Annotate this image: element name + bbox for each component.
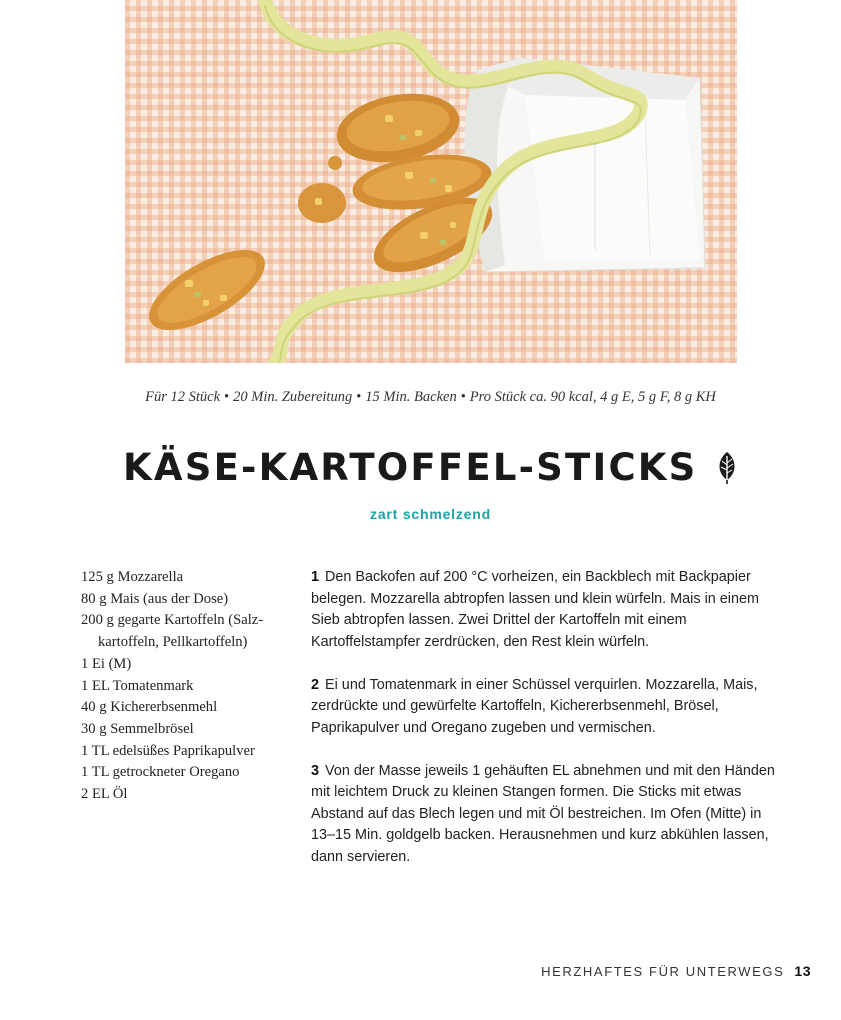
ingredient-item: 1 EL Tomatenmark [81, 677, 194, 694]
instruction-steps [311, 567, 781, 890]
ingredient-item: 1 TL getrockneter Oregano [81, 764, 240, 781]
ingredient-item: 1 TL edelsüßes Paprikapulver [81, 742, 255, 759]
recipe-meta [0, 389, 841, 406]
ingredient-list [81, 567, 296, 806]
page-number: 13 [794, 963, 811, 979]
footer-section-title: HERZHAFTES FÜR UNTERWEGS [541, 964, 785, 979]
step-number: 2 [311, 676, 320, 693]
recipe-title: KÄSE-KARTOFFEL-STICKS [123, 446, 698, 489]
step-3 [311, 761, 781, 869]
ingredient-item: 1 Ei (M) [81, 655, 132, 672]
meta-yield: Für 12 Stück [145, 389, 221, 405]
step-1 [311, 567, 781, 653]
recipe-photo-illustration [125, 0, 737, 363]
step-text: Von der Masse jeweils 1 gehäuften EL abnehmen und mit den Händen mit leichtem Druck zu kleinen Stangen formen. Die Sticks mit etwas Abstand auf das Blech legen und mit Öl bestreichen. Im Ofen (Mitte) in 13–15 Min. goldgelb backen. Herausnehmen und kurz abkühlen lassen, dann servieren. [311, 762, 775, 865]
meta-bake-time: 15 Min. Backen [365, 389, 457, 405]
leaf-icon [716, 451, 738, 485]
recipe-photo [125, 0, 737, 363]
ingredient-item: 40 g Kichererbsenmehl [81, 699, 218, 716]
step-number: 1 [311, 569, 320, 585]
meta-separator: • [460, 389, 466, 405]
page-footer [541, 963, 811, 979]
title-row [0, 446, 841, 489]
step-text: Ei und Tomatenmark in einer Schüssel verquirlen. Mozzarella, Mais, zerdrückte und gewürfelte Kartoffeln, Kichererbsenmehl, Brösel, Paprikapulver und Oregano zugeben und vermischen. [311, 676, 758, 736]
ingredient-item: 30 g Semmelbrösel [81, 720, 194, 737]
step-2 [311, 675, 781, 740]
meta-separator: • [224, 389, 230, 405]
ingredient-item: 2 EL Öl [81, 786, 128, 803]
ingredient-item: 125 g Mozzarella [81, 569, 184, 585]
recipe-subtitle: zart schmelzend [370, 506, 491, 522]
meta-separator: • [356, 389, 362, 405]
step-text: Den Backofen auf 200 °C vorheizen, ein Backblech mit Backpapier belegen. Mozzarella abtropfen lassen und klein würfeln. Mais in einem Sieb abtropfen lassen. Zwei Drittel der Kartoffeln mit einem Kartoffelstampfer zerdrücken, den Rest klein würfeln. [311, 569, 759, 650]
step-number: 3 [311, 762, 320, 779]
ingredient-item: 80 g Mais (aus der Dose) [81, 590, 229, 607]
meta-prep-time: 20 Min. Zubereitung [233, 389, 353, 405]
ingredient-item: 200 g gegarte Kartoffeln (Salzkartoffeln, Pellkartoffeln) [81, 612, 264, 651]
meta-nutrition: Pro Stück ca. 90 kcal, 4 g E, 5 g F, 8 g KH [469, 389, 716, 405]
